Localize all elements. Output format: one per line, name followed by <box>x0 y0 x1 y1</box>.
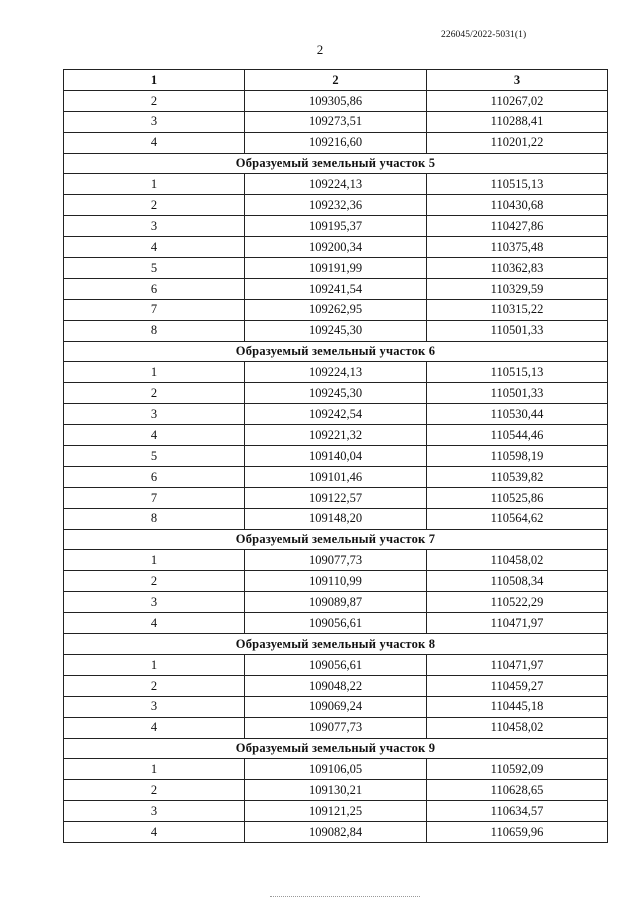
x-coordinate-cell: 109082,84 <box>245 822 427 843</box>
x-coordinate-cell: 109077,73 <box>245 717 427 738</box>
point-number-cell: 4 <box>64 717 245 738</box>
y-coordinate-cell: 110458,02 <box>427 550 608 571</box>
section-title: Образуемый земельный участок 8 <box>64 634 608 655</box>
y-coordinate-cell: 110315,22 <box>427 299 608 320</box>
point-number-cell: 4 <box>64 425 245 446</box>
y-coordinate-cell: 110501,33 <box>427 383 608 404</box>
table-row <box>64 654 608 675</box>
y-coordinate-cell: 110362,83 <box>427 258 608 279</box>
point-number-cell: 8 <box>64 320 245 341</box>
table-row <box>64 466 608 487</box>
x-coordinate-cell: 109221,32 <box>245 425 427 446</box>
table-row <box>64 258 608 279</box>
table-row <box>64 446 608 467</box>
table-row <box>64 780 608 801</box>
x-coordinate-cell: 109200,34 <box>245 237 427 258</box>
coordinates-table <box>63 69 608 843</box>
point-number-cell: 5 <box>64 446 245 467</box>
x-coordinate-cell: 109245,30 <box>245 320 427 341</box>
y-coordinate-cell: 110445,18 <box>427 696 608 717</box>
point-number-cell: 1 <box>64 654 245 675</box>
table-row <box>64 278 608 299</box>
point-number-cell: 4 <box>64 132 245 153</box>
y-coordinate-cell: 110459,27 <box>427 675 608 696</box>
point-number-cell: 2 <box>64 90 245 111</box>
table-row <box>64 487 608 508</box>
x-coordinate-cell: 109077,73 <box>245 550 427 571</box>
point-number-cell: 3 <box>64 111 245 132</box>
x-coordinate-cell: 109148,20 <box>245 508 427 529</box>
x-coordinate-cell: 109224,13 <box>245 174 427 195</box>
x-coordinate-cell: 109121,25 <box>245 801 427 822</box>
x-coordinate-cell: 109110,99 <box>245 571 427 592</box>
section-header-row <box>64 529 608 550</box>
y-coordinate-cell: 110508,34 <box>427 571 608 592</box>
y-coordinate-cell: 110530,44 <box>427 404 608 425</box>
table-row <box>64 132 608 153</box>
table-row <box>64 299 608 320</box>
section-title: Образуемый земельный участок 5 <box>64 153 608 174</box>
table-row <box>64 383 608 404</box>
section-header-row <box>64 153 608 174</box>
point-number-cell: 2 <box>64 383 245 404</box>
page-number: 2 <box>316 42 324 57</box>
y-coordinate-cell: 110471,97 <box>427 654 608 675</box>
y-coordinate-cell: 110659,96 <box>427 822 608 843</box>
section-header-row <box>64 341 608 362</box>
point-number-cell: 4 <box>64 237 245 258</box>
point-number-cell: 7 <box>64 487 245 508</box>
y-coordinate-cell: 110539,82 <box>427 466 608 487</box>
x-coordinate-cell: 109130,21 <box>245 780 427 801</box>
section-title: Образуемый земельный участок 9 <box>64 738 608 759</box>
point-number-cell: 1 <box>64 550 245 571</box>
y-coordinate-cell: 110375,48 <box>427 237 608 258</box>
document-number: 226045/2022-5031(1) <box>441 30 527 40</box>
section-title: Образуемый земельный участок 6 <box>64 341 608 362</box>
x-coordinate-cell: 109262,95 <box>245 299 427 320</box>
y-coordinate-cell: 110201,22 <box>427 132 608 153</box>
y-coordinate-cell: 110471,97 <box>427 613 608 634</box>
y-coordinate-cell: 110525,86 <box>427 487 608 508</box>
y-coordinate-cell: 110267,02 <box>427 90 608 111</box>
x-coordinate-cell: 109224,13 <box>245 362 427 383</box>
x-coordinate-cell: 109122,57 <box>245 487 427 508</box>
point-number-cell: 2 <box>64 571 245 592</box>
table-row <box>64 90 608 111</box>
table-row <box>64 801 608 822</box>
section-title: Образуемый земельный участок 7 <box>64 529 608 550</box>
x-coordinate-cell: 109273,51 <box>245 111 427 132</box>
table-row <box>64 592 608 613</box>
y-coordinate-cell: 110329,59 <box>427 278 608 299</box>
x-coordinate-cell: 109048,22 <box>245 675 427 696</box>
x-coordinate-cell: 109245,30 <box>245 383 427 404</box>
footer-stamp-mark <box>270 896 420 900</box>
y-coordinate-cell: 110427,86 <box>427 216 608 237</box>
section-header-row <box>64 634 608 655</box>
table-row <box>64 425 608 446</box>
table-row <box>64 571 608 592</box>
table-header-row <box>64 70 608 91</box>
point-number-cell: 7 <box>64 299 245 320</box>
x-coordinate-cell: 109241,54 <box>245 278 427 299</box>
table-row <box>64 174 608 195</box>
x-coordinate-cell: 109216,60 <box>245 132 427 153</box>
y-coordinate-cell: 110598,19 <box>427 446 608 467</box>
x-coordinate-cell: 109232,36 <box>245 195 427 216</box>
point-number-cell: 6 <box>64 466 245 487</box>
table-row <box>64 362 608 383</box>
point-number-cell: 8 <box>64 508 245 529</box>
point-number-cell: 3 <box>64 216 245 237</box>
section-header-row <box>64 738 608 759</box>
x-coordinate-cell: 109056,61 <box>245 654 427 675</box>
point-number-cell: 3 <box>64 404 245 425</box>
point-number-cell: 3 <box>64 801 245 822</box>
table-row <box>64 675 608 696</box>
point-number-cell: 3 <box>64 696 245 717</box>
x-coordinate-cell: 109101,46 <box>245 466 427 487</box>
table-row <box>64 216 608 237</box>
point-number-cell: 2 <box>64 675 245 696</box>
x-coordinate-cell: 109140,04 <box>245 446 427 467</box>
table-row <box>64 550 608 571</box>
header-cell-y: 3 <box>427 70 608 91</box>
y-coordinate-cell: 110564,62 <box>427 508 608 529</box>
point-number-cell: 2 <box>64 780 245 801</box>
table-row <box>64 508 608 529</box>
x-coordinate-cell: 109191,99 <box>245 258 427 279</box>
point-number-cell: 4 <box>64 613 245 634</box>
y-coordinate-cell: 110634,57 <box>427 801 608 822</box>
point-number-cell: 1 <box>64 759 245 780</box>
table-row <box>64 717 608 738</box>
x-coordinate-cell: 109089,87 <box>245 592 427 613</box>
table-row <box>64 404 608 425</box>
x-coordinate-cell: 109056,61 <box>245 613 427 634</box>
table-row <box>64 822 608 843</box>
point-number-cell: 2 <box>64 195 245 216</box>
y-coordinate-cell: 110592,09 <box>427 759 608 780</box>
y-coordinate-cell: 110544,46 <box>427 425 608 446</box>
y-coordinate-cell: 110628,65 <box>427 780 608 801</box>
y-coordinate-cell: 110458,02 <box>427 717 608 738</box>
y-coordinate-cell: 110515,13 <box>427 362 608 383</box>
table-row <box>64 613 608 634</box>
point-number-cell: 3 <box>64 592 245 613</box>
table-row <box>64 759 608 780</box>
header-cell-point: 1 <box>64 70 245 91</box>
table-row <box>64 320 608 341</box>
point-number-cell: 1 <box>64 362 245 383</box>
point-number-cell: 6 <box>64 278 245 299</box>
x-coordinate-cell: 109242,54 <box>245 404 427 425</box>
y-coordinate-cell: 110430,68 <box>427 195 608 216</box>
table-row <box>64 696 608 717</box>
header-cell-x: 2 <box>245 70 427 91</box>
x-coordinate-cell: 109195,37 <box>245 216 427 237</box>
y-coordinate-cell: 110515,13 <box>427 174 608 195</box>
table-row <box>64 195 608 216</box>
y-coordinate-cell: 110288,41 <box>427 111 608 132</box>
y-coordinate-cell: 110522,29 <box>427 592 608 613</box>
x-coordinate-cell: 109305,86 <box>245 90 427 111</box>
x-coordinate-cell: 109069,24 <box>245 696 427 717</box>
point-number-cell: 5 <box>64 258 245 279</box>
x-coordinate-cell: 109106,05 <box>245 759 427 780</box>
table-row <box>64 111 608 132</box>
table-row <box>64 237 608 258</box>
point-number-cell: 1 <box>64 174 245 195</box>
y-coordinate-cell: 110501,33 <box>427 320 608 341</box>
point-number-cell: 4 <box>64 822 245 843</box>
